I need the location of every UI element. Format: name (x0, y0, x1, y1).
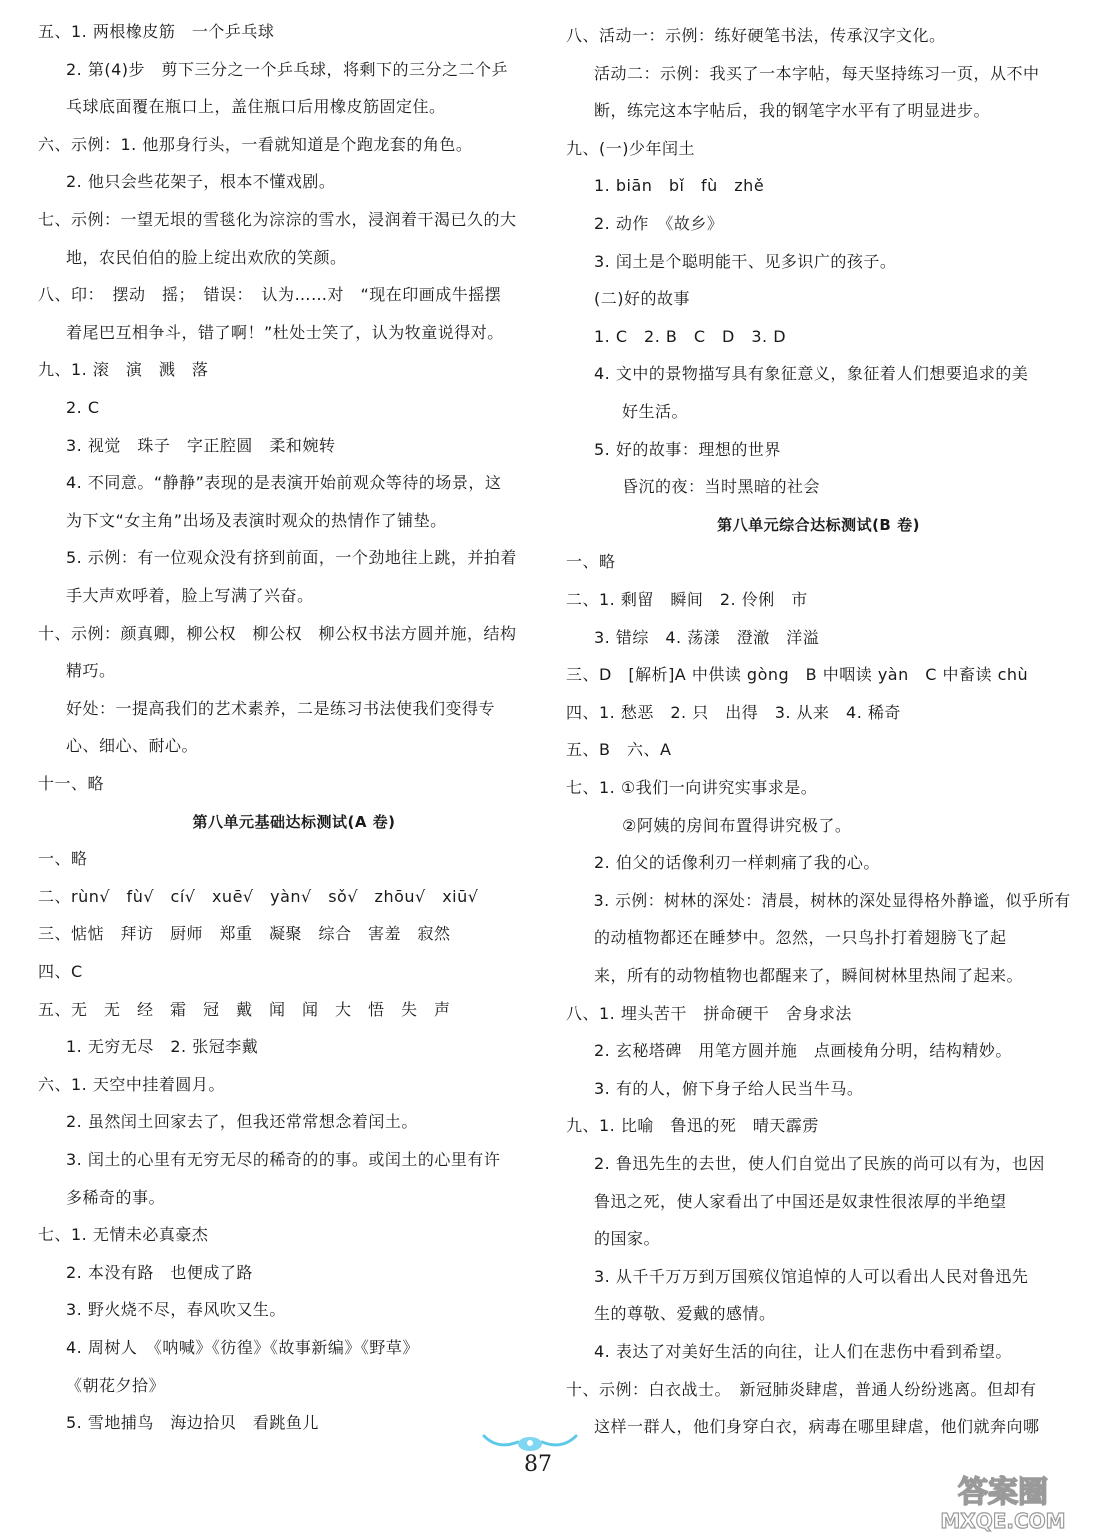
answer-line: 八、印： 摆动 摇； 错误： 认为……对 “现在印画成牛摇摆 (38, 285, 502, 305)
answer-line: 八、活动一：示例：练好硬笔书法，传承汉字文化。 (566, 26, 946, 45)
answer-line: 2. 玄秘塔碑 用笔方圆并施 点画棱角分明，结构精妙。 (594, 1041, 1012, 1061)
answer-line: 2. 虽然闰土回家去了，但我还常常想念着闰土。 (66, 1112, 418, 1132)
answer-line: 七、1. 无情未必真豪杰 (38, 1225, 209, 1245)
answer-line: 3. 闰土是个聪明能干、见多识广的孩子。 (594, 251, 897, 271)
page-number-ornament (480, 1428, 580, 1454)
answer-line: 《朝花夕拾》 (66, 1375, 166, 1395)
answer-line: 3. 错综 4. 荡漾 澄澈 洋溢 (594, 627, 820, 647)
answer-line: 1. 无穷无尽 2. 张冠李戴 (66, 1037, 259, 1057)
answer-line: 着尾巴互相争斗，错了啊！”杜处士笑了，认为牧童说得对。 (66, 322, 504, 342)
watermark-logo (918, 1470, 1088, 1534)
answer-line: 四、C (38, 962, 83, 981)
answer-line: 好处：一提高我们的艺术素养，二是练习书法使我们变得专 (66, 698, 496, 718)
answer-line: 一、略 (566, 552, 616, 572)
answer-line: 3. 野火烧不尽，春风吹又生。 (66, 1300, 286, 1320)
answer-line: 三、D [解析]A 中供读 gòng B 中咽读 yàn C 中畜读 chù (566, 665, 1029, 685)
answer-line: 这样一群人，他们身穿白衣，病毒在哪里肆虐，他们就奔向哪 (594, 1417, 1040, 1437)
answer-line: 2. 第(4)步 剪下三分之一个乒乓球，将剩下的三分之二个乒 (66, 59, 509, 79)
answer-line: 昏沉的夜：当时黑暗的社会 (622, 477, 821, 497)
answer-line: 好生活。 (622, 402, 689, 421)
section-title: 第八单元基础达标测试(A 卷) (192, 812, 396, 831)
answer-line: 地，农民伯伯的脸上绽出欢欣的笑颜。 (66, 247, 347, 267)
answer-line: 三、惦惦 拜访 厨师 郑重 凝聚 综合 害羞 寂然 (38, 924, 451, 944)
answer-line: 5. 好的故事：理想的世界 (594, 439, 781, 459)
answer-line: 九、(一)少年闰土 (566, 138, 695, 158)
answer-line: 五、无 无 经 霜 冠 戴 闻 闻 大 悟 失 声 (38, 999, 451, 1019)
answer-line: 十一、略 (38, 774, 105, 793)
answer-line: ②阿姨的房间布置得讲究极了。 (622, 815, 852, 835)
answer-line: 4. 文中的景物描写具有象征意义，象征着人们想要追求的美 (594, 364, 1029, 384)
answer-line: 1. biān bǐ fù zhě (594, 176, 765, 196)
section-title: 第八单元综合达标测试(B 卷) (717, 515, 920, 534)
page-number: 87 (524, 1452, 552, 1477)
answer-line: 七、示例：一望无垠的雪毯化为淙淙的雪水，浸润着干渴已久的大 (38, 210, 517, 229)
answer-line: 2. 他只会些花架子，根本不懂戏剧。 (66, 172, 336, 192)
answer-line: 断，练完这本字帖后，我的钢笔字水平有了明显进步。 (594, 101, 991, 121)
watermark-line1: 答案圈 (958, 1475, 1048, 1510)
answer-line: 心、细心、耐心。 (66, 736, 199, 756)
answer-line: 3. 示例：树林的深处：清晨，树林的深处显得格外静谧，似乎所有 (593, 890, 1071, 910)
answer-line: 2. 鲁迅先生的去世，使人们自觉出了民族的尚可以有为，也因 (594, 1154, 1045, 1173)
answer-line: 3. 有的人，俯下身子给人民当牛马。 (594, 1078, 864, 1098)
answer-line: 4. 不同意。“静静”表现的是表演开始前观众等待的场景，这 (66, 473, 502, 493)
answer-line: 来，所有的动物植物也都醒来了，瞬间树林里热闹了起来。 (594, 966, 1024, 985)
answer-line: 2. C (66, 398, 100, 417)
answer-line: 生的尊敬、爱戴的感情。 (594, 1304, 776, 1324)
answer-line: 1. C 2. B C D 3. D (594, 326, 787, 346)
answer-line: 3. 从千千万万到万国殡仪馆追悼的人可以看出人民对鲁迅先 (594, 1266, 1029, 1286)
answer-line: 九、1. 滚 演 溅 落 (38, 360, 209, 380)
answer-line: 一、略 (38, 849, 88, 869)
answer-line: 二、1. 剩留 瞬间 2. 伶俐 市 (566, 590, 808, 609)
answer-line: 2. 本没有路 也便成了路 (66, 1262, 253, 1282)
answer-line: 5. 示例：有一位观众没有挤到前面，一个劲地往上跳，并拍着 (66, 548, 517, 568)
answer-line: 5. 雪地捕鸟 海边拾贝 看跳鱼儿 (66, 1413, 319, 1433)
answer-line: 2. 动作 《故乡》 (594, 214, 724, 233)
answer-line: 六、1. 天空中挂着圆月。 (38, 1074, 225, 1094)
answer-line: 乓球底面覆在瓶口上，盖住瓶口后用橡皮筋固定住。 (66, 97, 446, 117)
watermark-line2: MXQE.COM (940, 1509, 1066, 1533)
answer-line: 多稀奇的事。 (66, 1187, 166, 1207)
answer-line: 3. 闰土的心里有无穷无尽的稀奇的的事。或闰土的心里有许 (66, 1150, 501, 1169)
answer-line: 精巧。 (66, 661, 116, 681)
answer-line: (二)好的故事 (594, 289, 690, 309)
answer-line: 十、示例：颜真卿，柳公权 柳公权 柳公权书法方圆并施，结构 (38, 623, 517, 643)
answer-line: 五、B 六、A (566, 740, 672, 760)
answer-line: 为下文“女主角”出场及表演时观众的热情作了铺垫。 (66, 510, 447, 530)
answer-line: 九、1. 比喻 鲁迅的死 晴天霹雳 (566, 1116, 819, 1136)
answer-line: 五、1. 两根橡皮筋 一个乒乓球 (38, 22, 275, 41)
answer-line: 八、1. 埋头苦干 拼命硬干 舍身求法 (566, 1003, 852, 1023)
answer-line: 鲁迅之死，使人家看出了中国还是奴隶性很浓厚的半绝望 (594, 1191, 1007, 1211)
answer-line: 活动二：示例：我买了一本字帖，每天坚持练习一页，从不中 (594, 63, 1040, 83)
answer-line: 2. 伯父的话像利刃一样刺痛了我的心。 (594, 853, 880, 873)
answer-line: 4. 表达了对美好生活的向往，让人们在悲伤中看到希望。 (594, 1342, 1012, 1361)
answer-line: 的国家。 (594, 1229, 661, 1249)
answer-line: 四、1. 愁恶 2. 只 出得 3. 从来 4. 稀奇 (566, 702, 901, 722)
answer-line: 3. 视觉 珠子 字正腔圆 柔和婉转 (66, 435, 336, 455)
answer-line: 七、1. ①我们一向讲究实事求是。 (566, 778, 818, 797)
answer-line: 的动植物都还在睡梦中。忽然，一只鸟扑打着翅膀飞了起 (594, 928, 1007, 948)
answer-line: 二、rùn√ fù√ cí√ xuē√ yàn√ sǒ√ zhōu√ xiū√ (38, 886, 479, 906)
answer-line: 手大声欢呼着，脸上写满了兴奋。 (66, 586, 314, 605)
answer-line: 十、示例：白衣战士。 新冠肺炎肆虐，普通人纷纷逃离。但却有 (566, 1379, 1037, 1399)
answer-line: 4. 周树人 《呐喊》《彷徨》《故事新编》《野草》 (66, 1338, 419, 1357)
answer-line: 六、示例：1. 他那身行头，一看就知道是个跑龙套的角色。 (38, 134, 473, 154)
